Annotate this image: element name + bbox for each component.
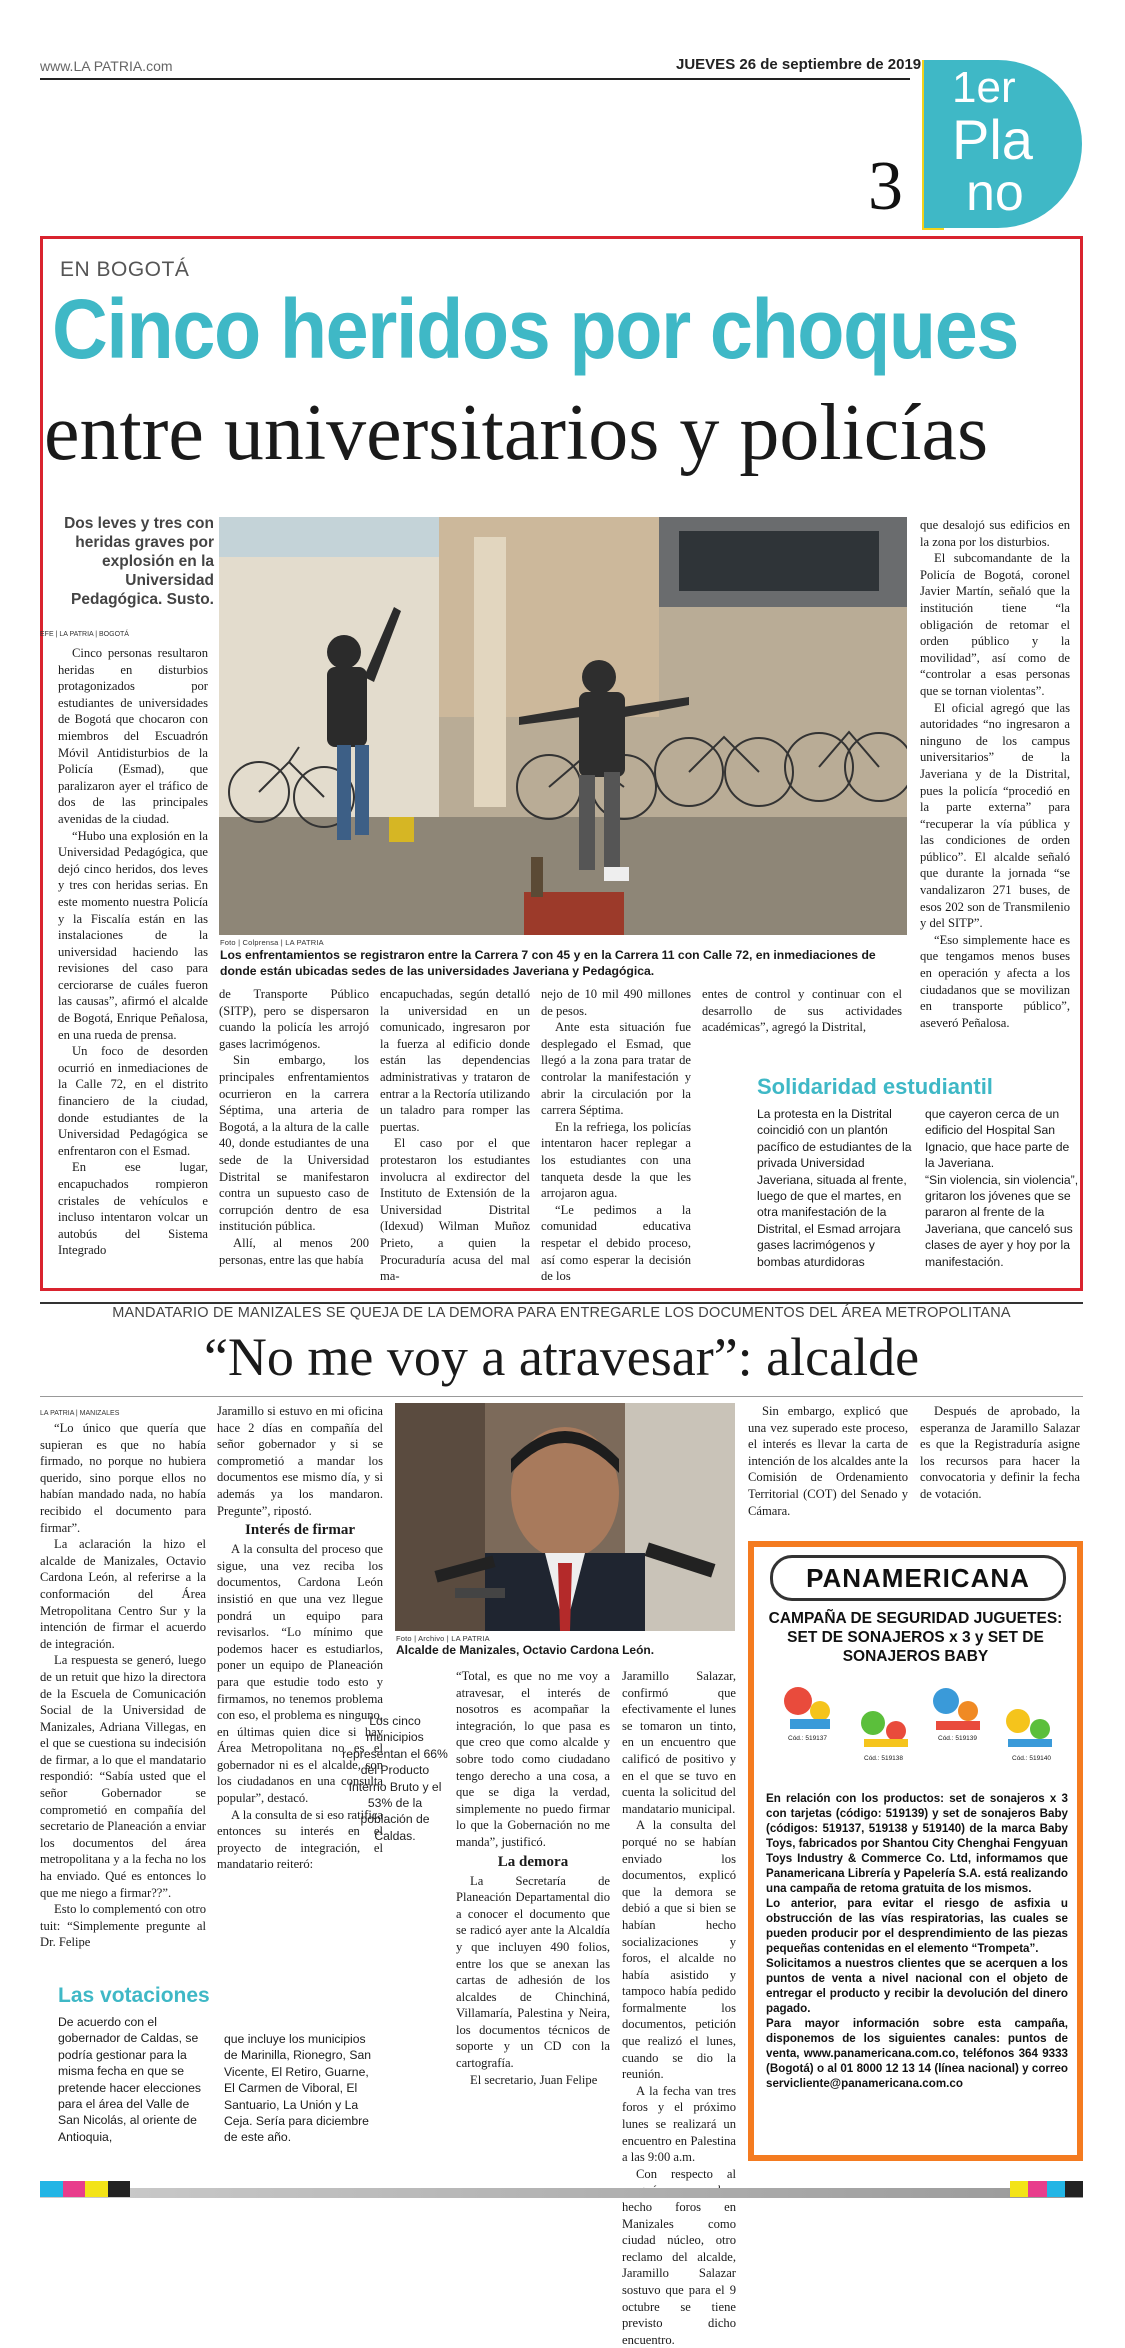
protest-photo <box>219 517 907 935</box>
article2-col-6 <box>920 1403 1080 1503</box>
section-logo-text-3: no <box>966 164 1024 222</box>
sidebar-col2-p2: “Sin violencia, sin violencia”, gritaron los jóvenes que se pararon al frente de la Javeriana, que canceló sus clases de ayer y hoy por la manifestación. <box>925 1172 1079 1269</box>
article2-col-1 <box>40 1420 206 1951</box>
color-registration-left <box>40 2181 130 2197</box>
section-logo-text-1: 1er <box>952 63 1016 112</box>
article1-summary: Dos leves y tres con heridas graves por explosión en la Universidad Pedagógica. Susto. <box>64 515 214 608</box>
article1-col-2 <box>219 986 369 1268</box>
article1-col-4 <box>541 986 691 1285</box>
article1-col2-p2: Sin embargo, los principales enfrentamientos ocurrieron en la carrera Séptima, una arteria de Bogotá, a la altura de la calle 40, donde estudiantes de una sede de la Universidad Distrital se manifestaron contra un supuesto caso de corrupción dentro de esa institución pública. <box>219 1053 369 1234</box>
article2-col-5 <box>748 1403 908 1519</box>
sidebar-col-2 <box>925 1106 1080 1270</box>
votaciones-col-1 <box>58 2014 208 2145</box>
panamericana-ad[interactable] <box>748 1541 1083 2161</box>
mayor-photo <box>395 1403 735 1631</box>
ad-body <box>766 1791 1068 2091</box>
ad-paragraph-3: Solicitamos a nuestros clientes que se acerquen a los puntos de venta a nivel nacional con el objeto de entregar el producto y recibir la devolución del dinero pagado. <box>766 1957 1068 2015</box>
article1-col6-p2: El subcomandante de la Policía de Bogotá, coronel Javier Martín, señaló que la institución tiene “la obligación de retomar el orden público y la movilidad”, así como de “controlar a esas personas que se tornan violentas”. <box>920 551 1070 698</box>
article2-col4-p2: A la consulta del porqué no se habían enviado los documentos, explicó que la demora se debió a que si bien se habían hecho socializaciones y foros, el alcalde no había asistido y tampoco había pedido formalmente los documentos, petición que realizó el lunes, cuando se dio la reunión. <box>622 1818 736 2082</box>
footer-rule <box>40 2188 1083 2198</box>
ad-code-3: Cód.: 519139 <box>938 1735 978 1742</box>
article2-col1-p2: La aclaración la hizo el alcalde de Manizales, Octavio Cardona León, al referirse a la conformación del Área Metropolitana Centro Sur y la intención de firmar el acuerdo de integración. <box>40 1537 206 1651</box>
article1-col3-p1: encapuchadas, según detalló la universidad en un comunicado, ingresaron por la fuerza al edificio donde están las dependencias administrativas y trataron de entrar a la Rectoría utilizando un taladro para romper las puertas. <box>380 987 530 1134</box>
article1-col-5 <box>702 986 902 1036</box>
section-logo <box>922 60 1082 230</box>
article2-col4-p4: Con respecto al hecho foros en Manizales como ciudad núcleo, otro reclamo del alcalde, Jaramillo Salazar sostuvo que para el 9 octubre se tiene previsto dicho encuentro. <box>622 2166 736 2347</box>
ad-code-4: Cód.: 519140 <box>1012 1755 1052 1762</box>
article1-col4-p4: “Le pedimos a la comunidad educativa respetar el debido proceso, así como esperar la decisión de los <box>541 1202 691 1284</box>
article1-col4-p1: nejo de 10 mil 490 millones de pesos. <box>541 987 691 1018</box>
subhead-interes-de-firmar: Interés de firmar <box>245 1522 355 1539</box>
protest-photo-illustration <box>219 517 907 935</box>
article2-top-rule <box>40 1302 1083 1304</box>
article2-col3-p1: “Total, es que no me voy a atravesar, el interés de nosotros es acompañar la integración, lo que pasa es que creo que como alcalde y sobre todo como ciudadano tengo derecho a una cosa, a que se diga la verdad, simplemente no puedo firmar lo que la Gobernación no me manda”, justificó. <box>456 1669 610 1849</box>
sidebar-col2-p1: que cayeron cerca de un edificio del Hospital San Ignacio, que hace parte de la Javeriana. <box>925 1107 1070 1171</box>
article2-col4-p3: A la fecha van tres foros y el próximo lunes se realizará un encuentro en Palestina a las 9:00 a.m. <box>622 2083 736 2165</box>
article1-col6-p1: que desalojó sus edificios en la zona por los disturbios. <box>920 518 1070 549</box>
article2-photo-credit: Foto | Archivo | LA PATRIA <box>396 1634 490 1643</box>
mayor-photo-illustration <box>395 1403 735 1631</box>
ad-paragraph-4: Para mayor información sobre esta campaña, disponemos de los siguientes canales: puntos de venta, www.panamericana.com.co, teléfonos 364 9333 (Bogotá) o al 01 8000 12 13 14 (línea nacional) y correo servicliente@panamericana.com.co <box>766 2017 1068 2090</box>
article2-col3-p2: La Secretaría de Planeación Departamental dio a conocer el documento que se radicó ayer ante la Alcaldía y que incluyen 490 folios, entre los que se anexan las cartas de adhesión de los alcaldes de Chinchiná, Villamaría, Palestina y Neira, los documentos técnicos de soporte y un CD con la cartografía. <box>456 1873 610 2071</box>
article1-col4-p3: En la refriega, los policías intentaron hacer replegar a los estudiantes con una tanqueta desde la que les arrojaron agua. <box>541 1119 691 1201</box>
article2-col2-p3: A la consulta de si eso ratifica entonces su interés en el proyecto de integración, el mandatario reiteró: <box>217 1807 383 1872</box>
article1-col1-p4: En ese lugar, encapuchados rompieron cristales de vehículos e incluso intentaron volcar un autobús del Sistema Integrado <box>58 1160 208 1258</box>
article1-kicker: EN BOGOTÁ <box>60 258 190 281</box>
article2-col4-p1: Jaramillo Salazar, confirmó que efectivamente el lunes se tomaron un tinto, en un encuentro que calificó de positivo y en el que se tuvo en cuenta la solicitud del mandatario municipal. <box>622 1669 736 1816</box>
rattle-products-illustration <box>768 1671 1064 1781</box>
article1-headline: Cinco heridos por choques <box>52 282 1018 376</box>
article1-col-1 <box>58 645 208 1259</box>
sidebar-col-1 <box>757 1106 912 1270</box>
sidebar-col1-text: La protesta en la Distrital coincidió con un plantón pacífico de estudiantes de la privada Universidad Javeriana, situada al frente, luego de que el martes, en otra manifestación de la Distrital, el Esmad arrojara gases lacrimógenos y bombas aturdidoras <box>757 1107 912 1269</box>
article2-headline: “No me voy a atravesar”: alcalde <box>203 1327 920 1387</box>
article2-col1-p4: Esto lo complementó con otro tuit: “Simplemente pregunte al Dr. Felipe <box>40 1902 206 1950</box>
article2-col6-p1: Después de aprobado, la esperanza de Jaramillo Salazar es que la Registraduría asigne los recursos para hacer la convocatoria y definir la fecha de votación. <box>920 1404 1080 1501</box>
votaciones-title: Las votaciones <box>58 1984 210 2007</box>
article1-col2-p1: de Transporte Público (SITP), pero se dispersaron cuando la policía les arrojó gases lacrimógenos. <box>219 987 369 1051</box>
article1-col2-p3: Allí, al menos 200 personas, entre las que había <box>219 1235 369 1267</box>
article1-col6-p3: El oficial agregó que las autoridades “no ingresaron a ninguno de los campus universitarios” de la Javeriana y de la Distrital, pues la policía “procedió en la parte externa” para “recuperar la vía pública y las condiciones de orden público”. El alcalde señaló que durante la jornada “se vandalizaron 271 buses, de esos 202 son de Transmilenio y del SITP”. <box>920 700 1070 931</box>
subhead-la-demora: La demora <box>497 1853 569 1870</box>
ad-brand-logo: PANAMERICANA <box>770 1555 1066 1601</box>
section-logo-text-2: Pla <box>952 108 1033 171</box>
page-number: 3 <box>868 148 903 225</box>
article1-byline: EFE | LA PATRIA | BOGOTÁ <box>40 631 129 638</box>
article2-byline: LA PATRIA | MANIZALES <box>40 1410 120 1417</box>
votaciones-col1-text: De acuerdo con el gobernador de Caldas, se podría gestionar para la misma fecha en que se pretende hacer elecciones para el área del Valle de San Nicolás, al oriente de Antioquia, <box>58 2015 201 2144</box>
article2-col3-p3: El secretario, Juan Felipe <box>470 2072 598 2087</box>
article1-col-6 <box>920 517 1070 1031</box>
ad-headline: CAMPAÑA DE SEGURIDAD JUGUETES: SET DE SONAJEROS x 3 y SET DE SONAJEROS BABY <box>768 1610 1063 1665</box>
ad-paragraph-1: En relación con los productos: set de sonajeros x 3 con tarjetas (código: 519139) y set de sonajeros Baby (códigos: 519137, 519138 y 519140) de la marca Baby Toys, fabricados por Shantou City Chenghai Fengyuan Toys Industry & Commerce Co. Ltd, informamos que Panamericana Librería y Papelería S.A. está realizando una campaña de retoma gratuita de los mismos. <box>766 1792 1068 1895</box>
sidebar-title: Solidaridad estudiantil <box>757 1074 993 1099</box>
article1-col6-p4: “Eso simplemente hace es que tengamos menos buses en operación y afecta a los ciudadanos que se movilizan en transporte público”, aseveró Peñalosa. <box>920 932 1070 1030</box>
article1-col1-p2: “Hubo una explosión en la Universidad Pedagógica, que dejó cinco heridos, dos leves y tres con heridas serias. En este momento nuestra Policía y la Fiscalía están en las instalaciones de la universidad haciendo las revisiones del caso para cerciorarse de cuáles fueron las causas”, afirmó el alcalde de Bogotá, Enrique Peñalosa, en una rueda de prensa. <box>58 828 208 1042</box>
article2-kicker: MANDATARIO DE MANIZALES SE QUEJA DE LA DEMORA PARA ENTREGARLE LOS DOCUMENTOS DEL ÁREA METROPOLITANA <box>112 1305 1011 1321</box>
article2-headline-rule <box>40 1396 1083 1397</box>
ad-code-1: Cód.: 519137 <box>788 1735 828 1742</box>
article1-photo-caption: Los enfrentamientos se registraron entre la Carrera 7 con 45 y en la Carrera 11 con Calle 72, en inmediaciones de donde están ubicadas sedes de las universidades Javeriana y Pedagógica. <box>220 948 876 978</box>
article1-headline-2: entre universitarios y policías <box>44 389 989 477</box>
ad-code-2: Cód.: 519138 <box>864 1755 904 1762</box>
issue-date: JUEVES 26 de septiembre de 2019 <box>676 56 922 73</box>
article1-col1-p1: Cinco personas resultaron heridas en disturbios protagonizados por estudiantes de universidades de Bogotá que chocaron con miembros del Escuadrón Móvil Antidisturbios de la Policía (Esmad), que paralizaron ayer el tráfico de dos de las principales avenidas de la ciudad. <box>58 646 208 826</box>
article2-col-4 <box>622 1668 736 2348</box>
pullquote: Los cinco municipios representan el 66% del Producto Interno Bruto y el 53% de la población de Caldas. <box>342 1714 448 1843</box>
color-registration-right <box>1010 2181 1083 2197</box>
article2-photo-caption: Alcalde de Manizales, Octavio Cardona León. <box>396 1643 655 1657</box>
article1-col5-p1: entes de control y continuar con el desarrollo de sus actividades académicas”, agregó la Distrital, <box>702 987 902 1035</box>
site-url: www.LA PATRIA.com <box>40 58 173 74</box>
ad-products <box>768 1671 1064 1781</box>
article1-col3-p2: El caso por el que protestaron los estudiantes involucra al exdirector del Instituto de Extensión de la Universidad Distrital (Idexud) Wilman Muñoz Prieto, a quien la Procuraduría acusa del mal ma- <box>380 1136 530 1284</box>
article1-col4-p2: Ante esta situación fue desplegado el Esmad, que llegó a la zona para tratar de controlar la manifestación y abrir la circulación por la carrera Séptima. <box>541 1020 691 1118</box>
header-rule <box>40 78 910 80</box>
votaciones-col-2 <box>224 2031 374 2146</box>
article2-col2-p2: A la consulta del proceso que sigue, una vez reciba los documentos, Cardona León insistió en que una vez llegue pondrá un equipo para revisarlos. “Lo mínimo que podemos hacer es estudiarlos, poner un equipo de Planeación para que estudie todo esto y firmamos, no tenemos problema con eso, el problema es ninguno, en últimas quien dice si hay Área Metropolitana no es el gobernador ni es el alcalde, son los ciudadanos en una consulta popular”, destacó. <box>217 1542 383 1806</box>
article2-col-3 <box>456 1668 610 2088</box>
article1-col1-p3: Un foco de desorden ocurrió en inmediaciones de la Calle 72, en el distrito financiero de la ciudad, donde estudiantes de la Universidad Pedagógica se enfrentaron con el Esmad. <box>58 1044 208 1158</box>
votaciones-col2-text: que incluye los municipios de Marinilla, Rionegro, San Vicente, El Retiro, Guarne, El Carmen de Viboral, El Santuario, La Unión y La Ceja. Sería para diciembre de este año. <box>224 2032 372 2145</box>
article2-col5-p1: Sin embargo, explicó que una vez superado este proceso, el interés es llevar la carta de intención de los alcaldes ante la Comisión de Ordenamiento Territorial (COT) del Senado y Cámara. <box>748 1404 908 1518</box>
article1-col-3 <box>380 986 530 1285</box>
article2-col2-p1: Jaramillo si estuvo en mi oficina hace 2 días en compañía del señor gobernador y si se comprometió a mandar los documentos ese mismo día, y si además ya los mandaron. Pregunte”, ripostó. <box>217 1404 383 1518</box>
article2-col1-p1: “Lo único que quería que supieran es que no había firmado, no porque no hubiera querido, sino porque ellos no habían mandado nada, no había recibido el documento para firmar”. <box>40 1421 206 1535</box>
ad-paragraph-2: Lo anterior, para evitar el riesgo de asfixia u obstrucción de las vías respiratorias, las cuales se pueden producir por el desprendimiento de las piezas pequeñas contenidas en el elemento “Trompeta”. <box>766 1897 1068 1955</box>
article2-col1-p3: La respuesta se generó, luego de un retuit que hizo la directora de la Escuela de Comunicación Social de la Universidad de Manizales, Adriana Villegas, en el que se cuestiona su indecisión de firmar, a lo que el mandatario respondió: “Sabía usted que el señor Gobernador se comprometió en compañía del secretario de Planeación a enviar los documentos del área metropolitana y a la fecha no los ha enviado. Qué es entonces lo que me niego a firmar??”. <box>40 1653 206 1900</box>
article1-photo-credit: Foto | Colprensa | LA PATRIA <box>220 938 324 947</box>
